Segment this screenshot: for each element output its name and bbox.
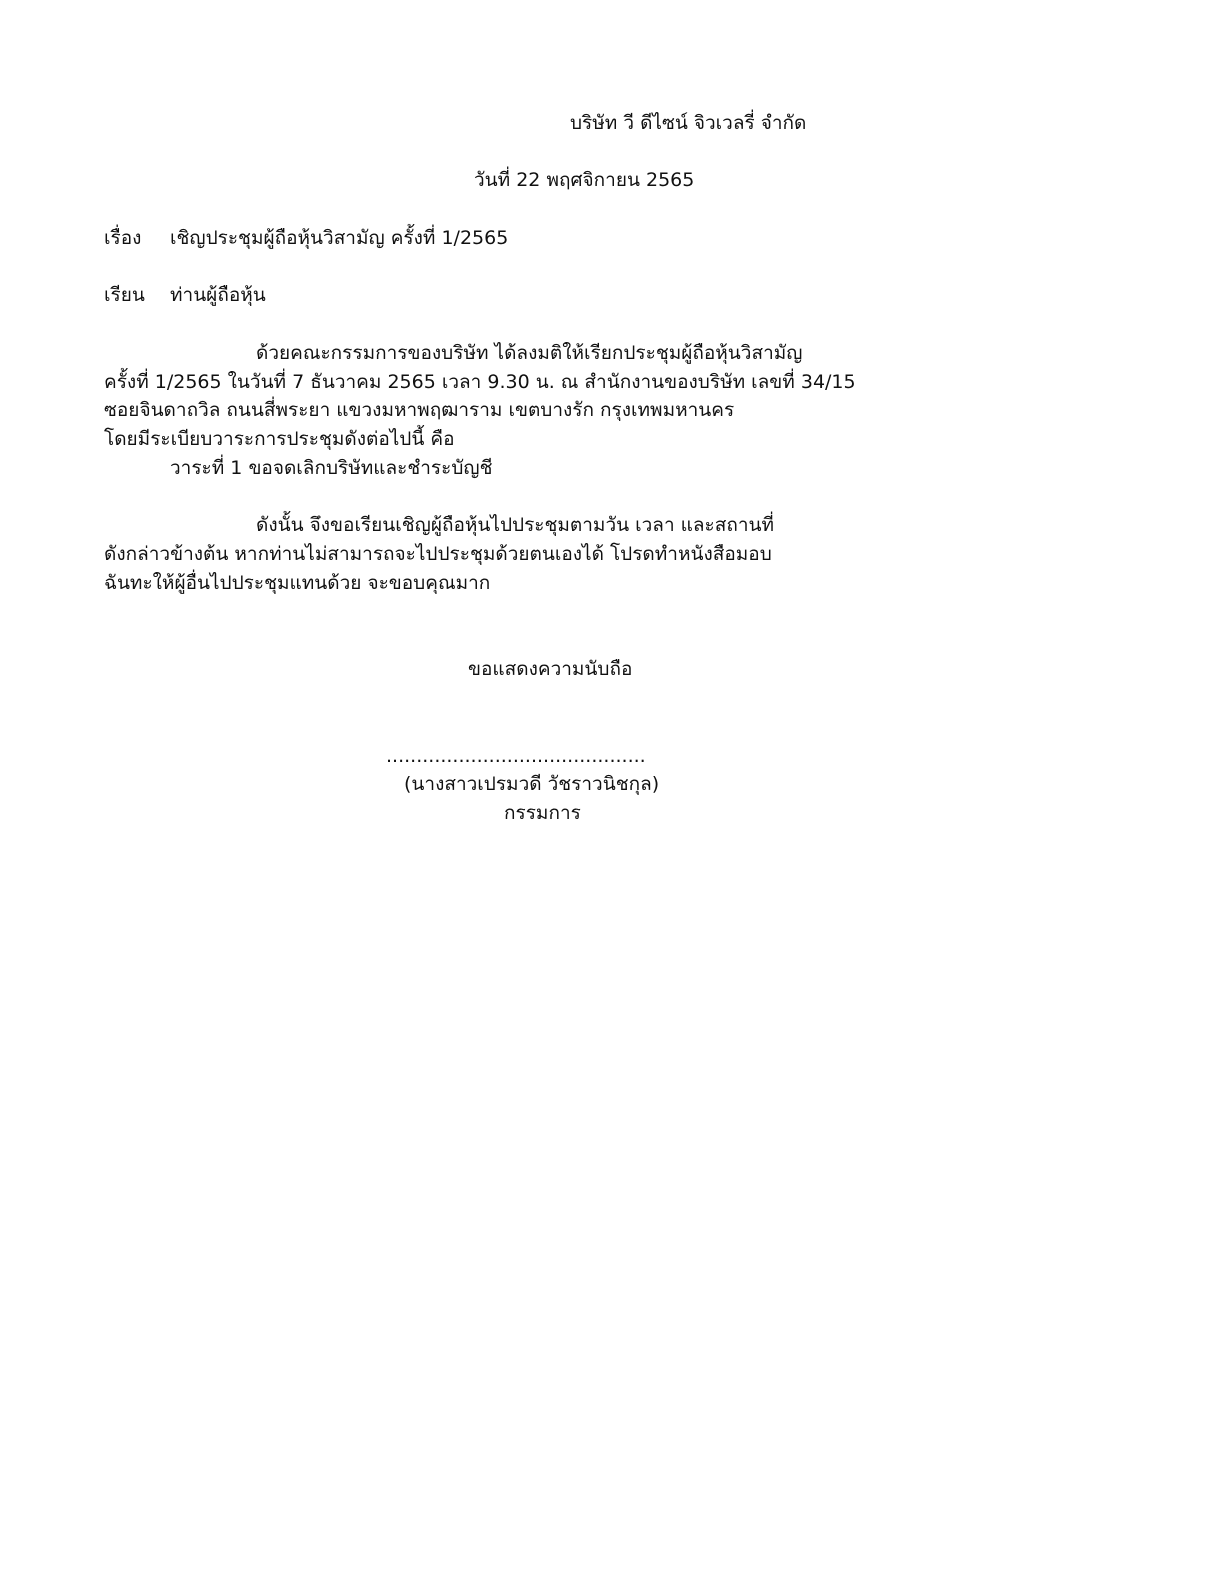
paragraph-line: ดังนั้น จึงขอเรียนเชิญผู้ถือหุ้นไปประชุมตามวัน เวลา และสถานที่ [256,514,775,536]
signature-line: ........................................... [386,745,646,767]
letter-date: วันที่ 22 พฤศจิกายน 2565 [474,169,695,191]
closing-salutation: ขอแสดงความนับถือ [468,658,633,680]
company-name: บริษัท วี ดีไซน์ จิวเวลรี่ จำกัด [570,112,807,134]
paragraph-line: ด้วยคณะกรรมการของบริษัท ได้ลงมติให้เรียกประชุมผู้ถือหุ้นวิสามัญ [256,342,803,364]
subject-label: เรื่อง [104,227,142,249]
signer-title: กรรมการ [504,802,581,824]
paragraph-line: ดังกล่าวข้างต้น หากท่านไม่สามารถจะไปประชุมด้วยตนเองได้ โปรดทำหนังสือมอบ [104,543,772,565]
recipient-text: ท่านผู้ถือหุ้น [170,284,266,306]
agenda-item: วาระที่ 1 ขอจดเลิกบริษัทและชำระบัญชี [170,457,493,479]
paragraph-line: ซอยจินดาถวิล ถนนสี่พระยา แขวงมหาพฤฒาราม เขตบางรัก กรุงเทพมหานคร [104,399,735,421]
subject-text: เชิญประชุมผู้ถือหุ้นวิสามัญ ครั้งที่ 1/2565 [170,227,509,249]
recipient-label: เรียน [104,284,145,306]
signer-name: (นางสาวเปรมวดี วัชราวนิชกุล) [404,773,660,795]
paragraph-line: ฉันทะให้ผู้อื่นไปประชุมแทนด้วย จะขอบคุณมาก [104,572,491,594]
paragraph-line: โดยมีระเบียบวาระการประชุมดังต่อไปนี้ คือ [104,428,455,450]
subject-line [104,226,508,250]
recipient-line [104,283,266,307]
paragraph-line: ครั้งที่ 1/2565 ในวันที่ 7 ธันวาคม 2565 เวลา 9.30 น. ณ สำนักงานของบริษัท เลขที่ 34/15 [104,371,856,393]
